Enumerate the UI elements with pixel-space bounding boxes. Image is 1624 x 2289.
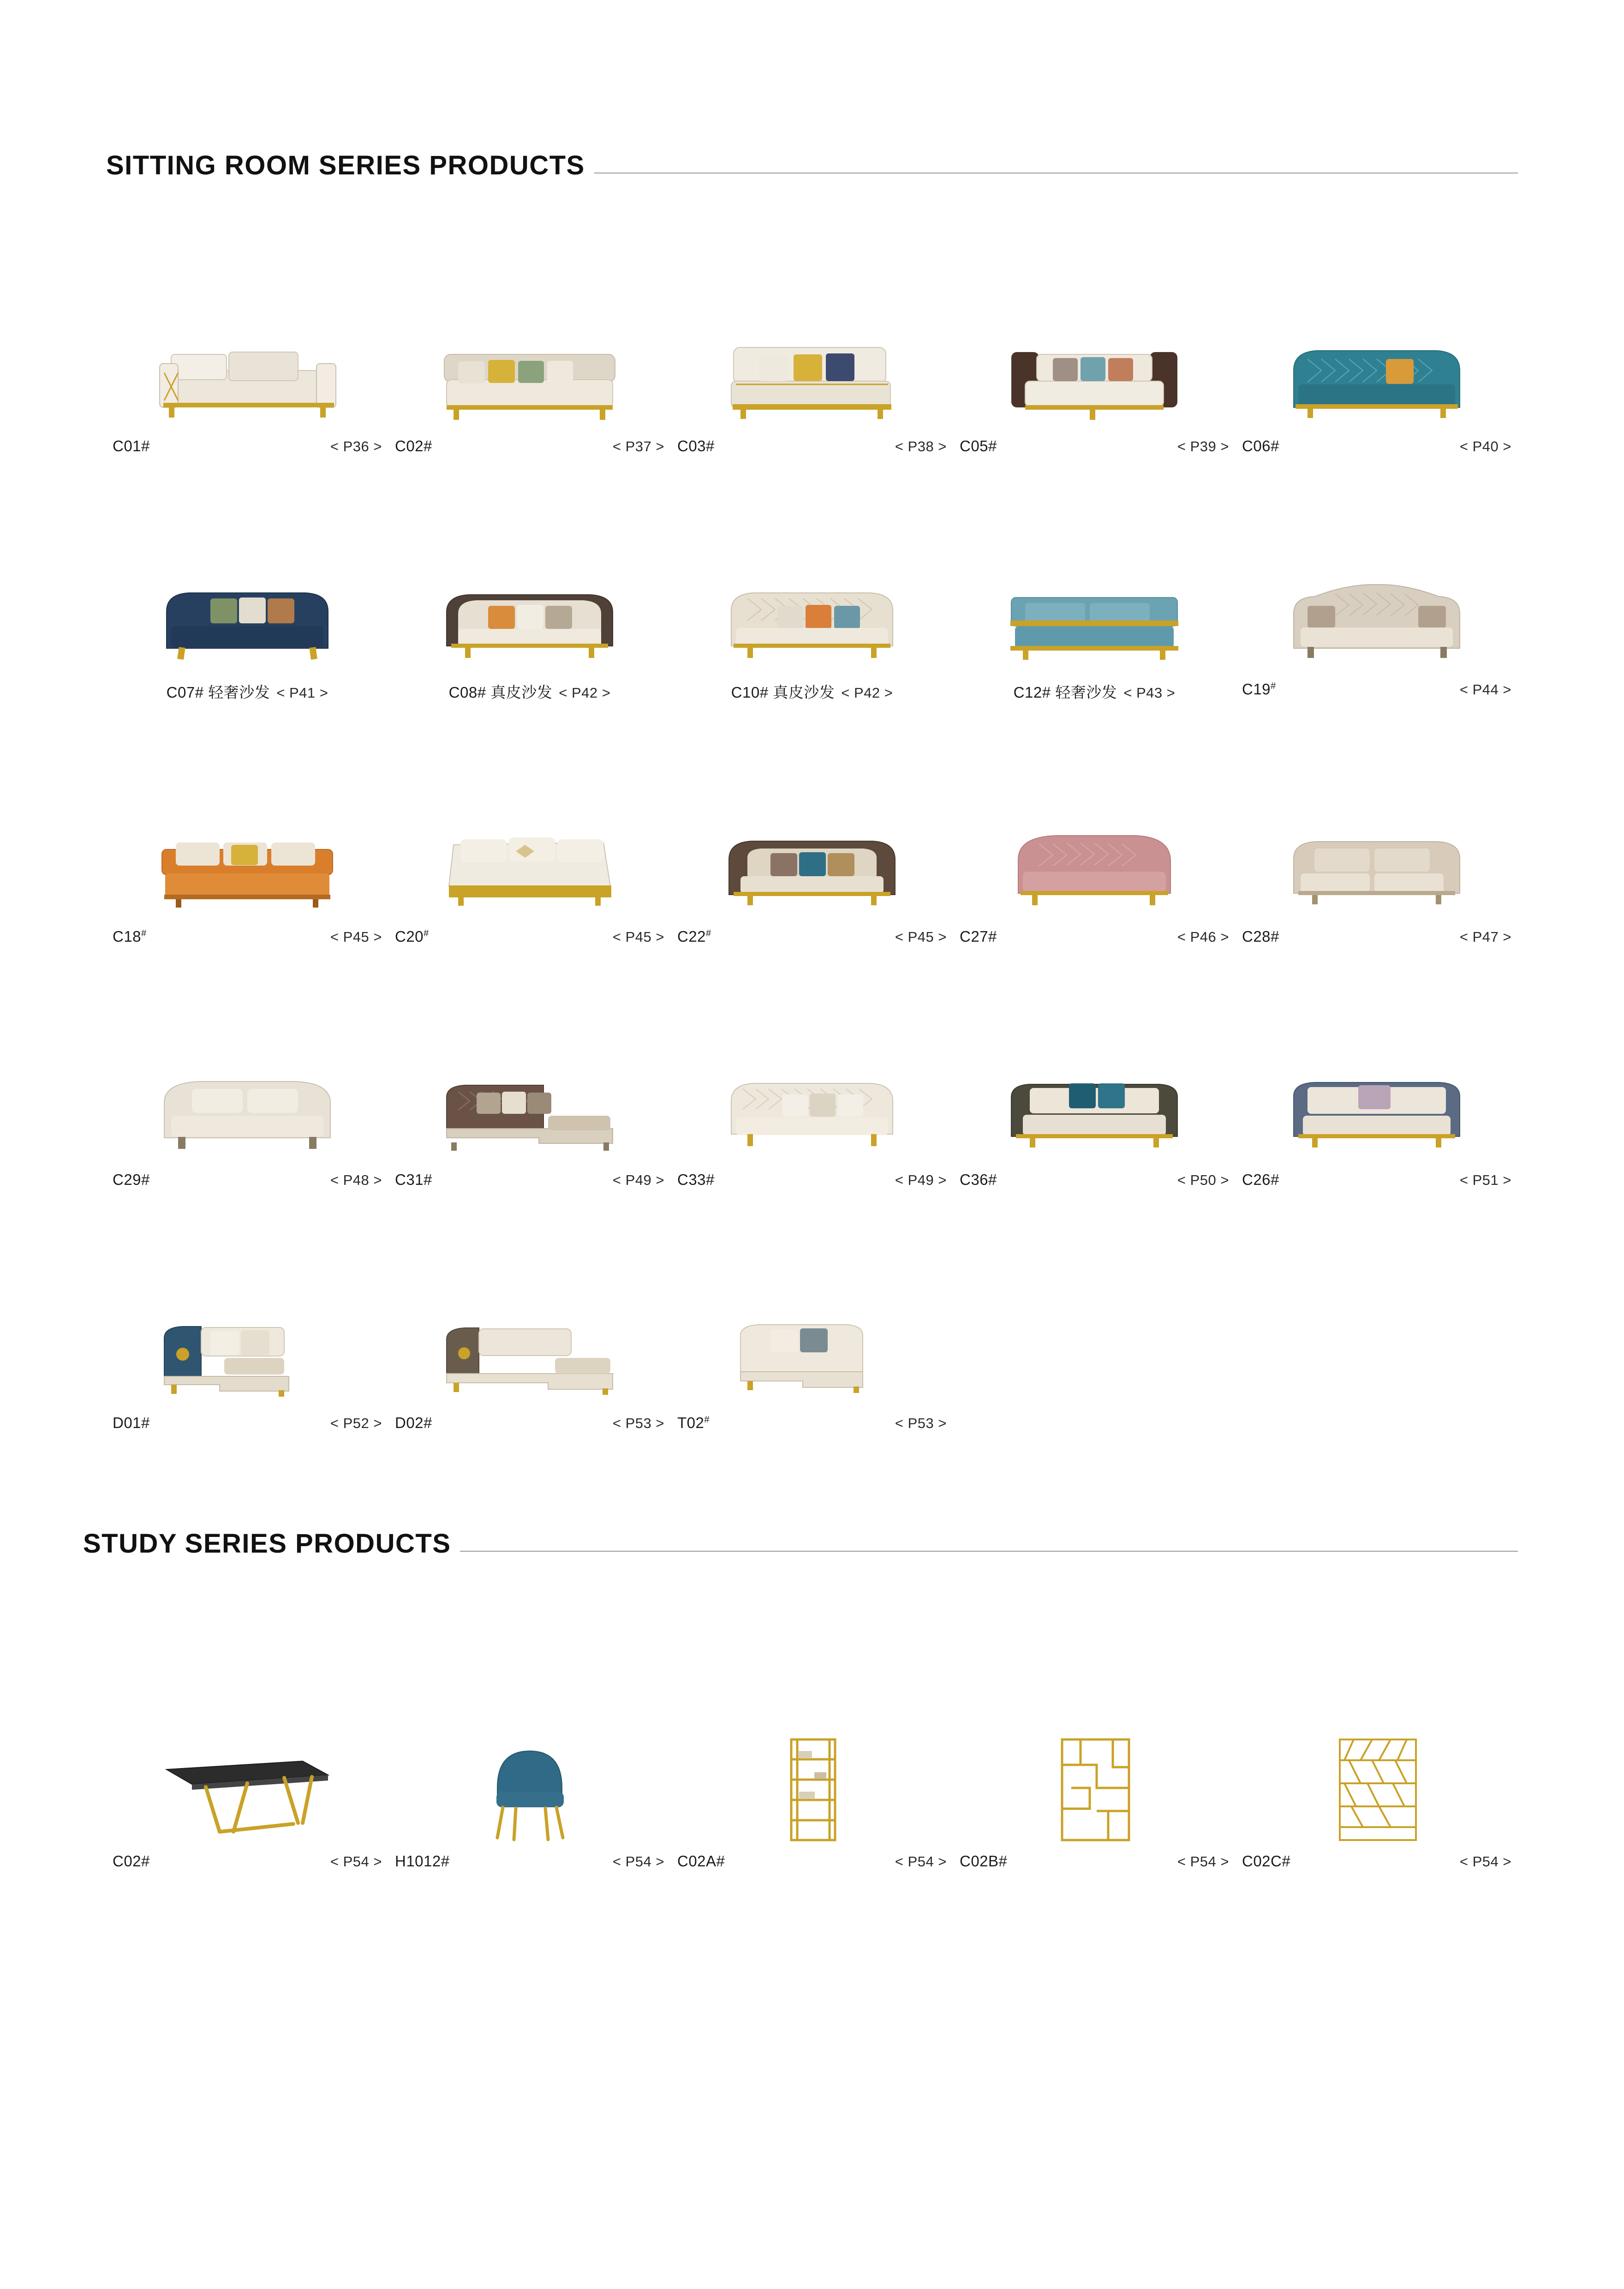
product-cell-c06[interactable] bbox=[1236, 294, 1518, 457]
product-cell-c19[interactable] bbox=[1236, 538, 1518, 704]
sofa-c28-icon bbox=[1242, 785, 1511, 923]
caption bbox=[677, 437, 947, 457]
product-row bbox=[106, 1696, 1518, 1872]
product-code: C18# bbox=[113, 928, 147, 945]
page-reference[interactable]: < P36 > bbox=[330, 438, 382, 454]
product-cell-c22[interactable] bbox=[671, 785, 953, 947]
page-reference[interactable]: < P52 > bbox=[330, 1415, 382, 1431]
page-reference[interactable]: < P49 > bbox=[612, 1172, 664, 1188]
product-code: C28# bbox=[1242, 928, 1279, 945]
sofa-c03-icon bbox=[677, 294, 947, 433]
product-cell-c07[interactable] bbox=[106, 538, 388, 704]
page-reference[interactable]: < P45 > bbox=[330, 929, 382, 945]
caption bbox=[113, 1853, 382, 1872]
product-cell-c28[interactable] bbox=[1236, 785, 1518, 947]
page-reference[interactable]: < P53 > bbox=[895, 1415, 947, 1431]
product-code: D02# bbox=[395, 1414, 432, 1431]
product-code: D01# bbox=[113, 1414, 150, 1431]
product-code: C12# 轻奢沙发 bbox=[1013, 684, 1117, 701]
product-code: C06# bbox=[1242, 437, 1279, 454]
caption bbox=[677, 1171, 947, 1190]
caption bbox=[960, 1853, 1229, 1872]
product-code: C02A# bbox=[677, 1853, 725, 1870]
product-code: C36# bbox=[960, 1171, 997, 1188]
caption bbox=[1242, 437, 1511, 457]
page-reference[interactable]: < P47 > bbox=[1459, 929, 1511, 945]
section-sitting-room bbox=[0, 152, 1624, 1434]
product-code: C26# bbox=[1242, 1171, 1279, 1188]
caption bbox=[1242, 1171, 1511, 1190]
product-code: C20# bbox=[395, 928, 429, 945]
page-reference[interactable]: < P53 > bbox=[612, 1415, 664, 1431]
product-cell-empty bbox=[1236, 1271, 1518, 1434]
sofa-c29-icon bbox=[113, 1028, 382, 1166]
product-cell-c33[interactable] bbox=[671, 1028, 953, 1190]
caption bbox=[113, 681, 382, 704]
page-reference[interactable]: < P49 > bbox=[895, 1172, 947, 1188]
section-header-sitting-room bbox=[0, 152, 1624, 179]
product-cell-c05[interactable] bbox=[953, 294, 1236, 457]
caption bbox=[395, 1853, 664, 1872]
caption bbox=[395, 928, 664, 947]
product-code: C03# bbox=[677, 437, 715, 454]
product-cell-c20[interactable] bbox=[388, 785, 671, 947]
chair-h1012-icon bbox=[395, 1696, 664, 1848]
caption bbox=[677, 1414, 947, 1434]
product-grid-sitting-room bbox=[0, 294, 1624, 1434]
product-code: C02# bbox=[113, 1853, 150, 1870]
page-reference[interactable]: < P48 > bbox=[330, 1172, 382, 1188]
product-cell-c36[interactable] bbox=[953, 1028, 1236, 1190]
shelf-c02b-icon bbox=[960, 1696, 1229, 1848]
product-code: C02B# bbox=[960, 1853, 1008, 1870]
sofa-c36-icon bbox=[960, 1028, 1229, 1166]
product-code: H1012# bbox=[395, 1853, 450, 1870]
sofa-c22-icon bbox=[677, 785, 947, 923]
sofa-c18-icon bbox=[113, 785, 382, 923]
product-row bbox=[106, 538, 1518, 704]
header-rule bbox=[460, 1550, 1518, 1552]
caption bbox=[1242, 681, 1511, 700]
sofa-c06-icon bbox=[1242, 294, 1511, 433]
sofa-c26-icon bbox=[1242, 1028, 1511, 1166]
top-spacer bbox=[0, 0, 1624, 152]
product-cell-c08[interactable] bbox=[388, 538, 671, 704]
product-cell-c02[interactable] bbox=[388, 294, 671, 457]
product-cell-c01[interactable] bbox=[106, 294, 388, 457]
sofa-c01-icon bbox=[113, 294, 382, 433]
product-cell-t02[interactable] bbox=[671, 1271, 953, 1434]
sofa-c02-icon bbox=[395, 294, 664, 433]
product-cell-shelf-c02b[interactable] bbox=[953, 1696, 1236, 1872]
product-code: C01# bbox=[113, 437, 150, 454]
caption bbox=[113, 1171, 382, 1190]
product-cell-c31[interactable] bbox=[388, 1028, 671, 1190]
product-grid-study bbox=[0, 1696, 1624, 1872]
page-title-sitting-room: SITTING ROOM SERIES PRODUCTS bbox=[106, 150, 585, 180]
sofa-c12-icon bbox=[960, 538, 1229, 676]
product-cell-shelf-c02c[interactable] bbox=[1236, 1696, 1518, 1872]
page-reference[interactable]: < P43 > bbox=[1123, 685, 1176, 701]
page-reference[interactable]: < P54 > bbox=[1459, 1853, 1511, 1870]
caption bbox=[113, 1414, 382, 1434]
page-reference[interactable]: < P41 > bbox=[276, 685, 328, 701]
caption bbox=[960, 681, 1229, 704]
product-cell-c12[interactable] bbox=[953, 538, 1236, 704]
caption bbox=[395, 437, 664, 457]
sofa-c27-icon bbox=[960, 785, 1229, 923]
product-cell-empty bbox=[953, 1271, 1236, 1434]
sofa-c31-icon bbox=[395, 1028, 664, 1166]
sofa-d01-icon bbox=[113, 1271, 382, 1410]
page-reference[interactable]: < P44 > bbox=[1459, 681, 1511, 698]
product-code: C10# 真皮沙发 bbox=[731, 684, 835, 701]
sofa-c08-icon bbox=[395, 538, 664, 676]
page-reference[interactable]: < P45 > bbox=[895, 929, 947, 945]
shelf-c02c-icon bbox=[1242, 1696, 1511, 1848]
section-header-study bbox=[0, 1530, 1624, 1557]
page-reference[interactable]: < P54 > bbox=[612, 1853, 664, 1870]
product-row bbox=[106, 294, 1518, 457]
caption bbox=[677, 681, 947, 704]
sofa-t02-icon bbox=[677, 1271, 947, 1410]
product-cell-chair-h1012[interactable] bbox=[388, 1696, 671, 1872]
page-reference[interactable]: < P38 > bbox=[895, 438, 947, 454]
page-reference[interactable]: < P54 > bbox=[1177, 1853, 1229, 1870]
caption bbox=[113, 437, 382, 457]
header-rule bbox=[594, 172, 1518, 173]
product-cell-desk-c02[interactable] bbox=[106, 1696, 388, 1872]
shelf-c02a-icon bbox=[677, 1696, 947, 1848]
product-code: C02C# bbox=[1242, 1853, 1291, 1870]
page-reference[interactable]: < P54 > bbox=[895, 1853, 947, 1870]
page-reference[interactable]: < P51 > bbox=[1459, 1172, 1511, 1188]
caption bbox=[113, 928, 382, 947]
sofa-c19-icon bbox=[1242, 538, 1511, 676]
product-code: C27# bbox=[960, 928, 997, 945]
page-reference[interactable]: < P42 > bbox=[559, 685, 611, 701]
product-cell-d02[interactable] bbox=[388, 1271, 671, 1434]
product-code: C31# bbox=[395, 1171, 432, 1188]
caption bbox=[1242, 1853, 1511, 1872]
caption bbox=[395, 1171, 664, 1190]
page-reference[interactable]: < P39 > bbox=[1177, 438, 1229, 454]
product-cell-shelf-c02a[interactable] bbox=[671, 1696, 953, 1872]
page-reference[interactable]: < P54 > bbox=[330, 1853, 382, 1870]
product-row bbox=[106, 1271, 1518, 1434]
caption bbox=[960, 1171, 1229, 1190]
product-cell-c18[interactable] bbox=[106, 785, 388, 947]
product-code: C29# bbox=[113, 1171, 150, 1188]
product-row bbox=[106, 1028, 1518, 1190]
caption bbox=[960, 928, 1229, 947]
desk-c02-icon bbox=[113, 1696, 382, 1848]
product-cell-c27[interactable] bbox=[953, 785, 1236, 947]
product-row bbox=[106, 785, 1518, 947]
page-reference[interactable]: < P46 > bbox=[1177, 929, 1229, 945]
caption bbox=[395, 1414, 664, 1434]
product-code: C07# 轻奢沙发 bbox=[166, 684, 270, 701]
sofa-d02-icon bbox=[395, 1271, 664, 1410]
page-reference[interactable]: < P40 > bbox=[1459, 438, 1511, 454]
sofa-c05-icon bbox=[960, 294, 1229, 433]
sofa-c20-icon bbox=[395, 785, 664, 923]
page-reference[interactable]: < P42 > bbox=[841, 685, 893, 701]
caption bbox=[677, 928, 947, 947]
product-code: C33# bbox=[677, 1171, 715, 1188]
product-code: C22# bbox=[677, 928, 711, 945]
section-study bbox=[0, 1530, 1624, 1872]
product-cell-d01[interactable] bbox=[106, 1271, 388, 1434]
caption bbox=[1242, 928, 1511, 947]
caption bbox=[395, 681, 664, 704]
product-code: T02# bbox=[677, 1414, 710, 1431]
sofa-c10-icon bbox=[677, 538, 947, 676]
product-code: C02# bbox=[395, 437, 432, 454]
page-reference[interactable]: < P50 > bbox=[1177, 1172, 1229, 1188]
page-reference[interactable]: < P37 > bbox=[612, 438, 664, 454]
sofa-c33-icon bbox=[677, 1028, 947, 1166]
page-title-study: STUDY SERIES PRODUCTS bbox=[83, 1529, 451, 1559]
sofa-c07-icon bbox=[113, 538, 382, 676]
caption bbox=[677, 1853, 947, 1872]
product-cell-c26[interactable] bbox=[1236, 1028, 1518, 1190]
caption bbox=[960, 437, 1229, 457]
product-cell-c29[interactable] bbox=[106, 1028, 388, 1190]
product-cell-c03[interactable] bbox=[671, 294, 953, 457]
page-reference[interactable]: < P45 > bbox=[612, 929, 664, 945]
product-code: C08# 真皮沙发 bbox=[448, 684, 553, 701]
product-code: C05# bbox=[960, 437, 997, 454]
product-code: C19# bbox=[1242, 681, 1276, 698]
product-cell-c10[interactable] bbox=[671, 538, 953, 704]
